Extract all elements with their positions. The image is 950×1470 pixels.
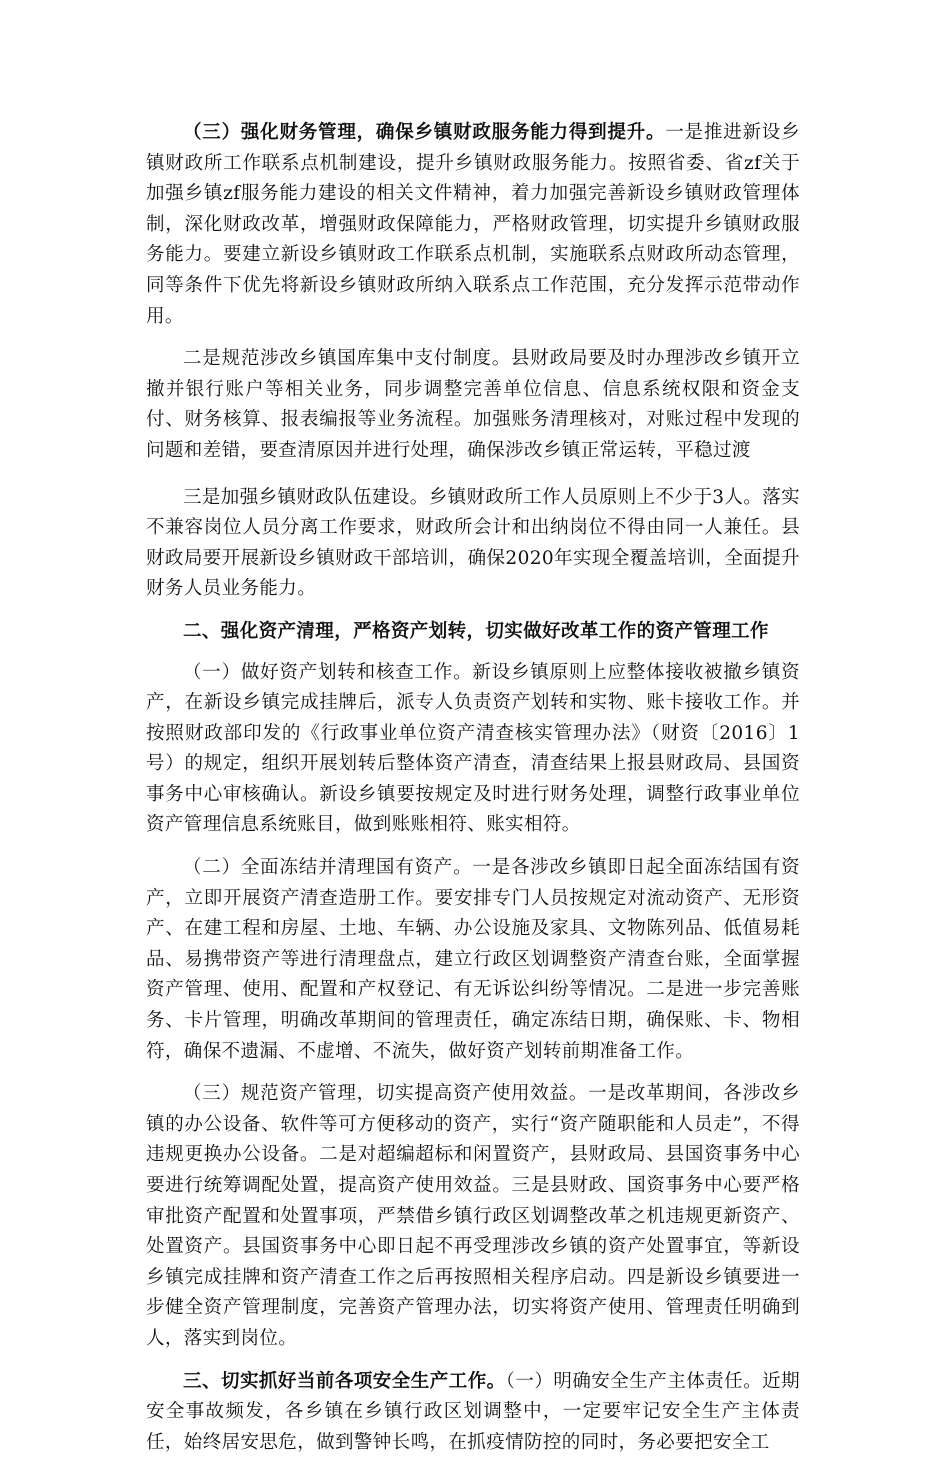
paragraph-text: （一）明确安全生产主体责任。近期安全事故频发，各乡镇在乡镇行政区划调整中，一定要牢记安全生产主体责任，始终居安思危，做到警钟长鸣，在抓疫情防控的同时，务必要把安全工	[146, 1370, 800, 1453]
paragraph-asset-freeze	[146, 853, 800, 1067]
paragraph-text: （二）全面冻结并清理国有资产。一是各涉改乡镇即日起全面冻结国有资产，立即开展资产清查造册工作。要安排专门人员按规定对流动资产、无形资产、在建工程和房屋、土地、车辆、办公设施及家具、文物陈列品、低值易耗品、易携带资产等进行清理盘点，建立行政区划调整资产清查台账，全面掌握资产管理、使用、配置和产权登记、有无诉讼纠纷等情况。二是进一步完善账务、卡片管理，明确改革期间的管理责任，确定冻结日期，确保账、卡、物相符，确保不遗漏、不虚增、不流失，做好资产划转前期准备工作。	[146, 857, 800, 1062]
section-lead: 三、切实抓好当前各项安全生产工作。	[183, 1370, 506, 1392]
paragraph-text: 三是加强乡镇财政队伍建设。乡镇财政所工作人员原则上不少于3人。落实不兼容岗位人员分离工作要求，财政所会计和出纳岗位不得由同一人兼任。县财政局要开展新设乡镇财政干部培训，确保2020年实现全覆盖培训，全面提升财务人员业务能力。	[146, 486, 800, 600]
paragraph-asset-transfer	[146, 658, 800, 842]
paragraph-text: （三）规范资产管理，切实提高资产使用效益。一是改革期间，各涉改乡镇的办公设备、软件等可方便移动的资产，实行“资产随职能和人员走”，不得违规更换办公设备。二是对超编超标和闲置资产，县财政局、县国资事务中心要进行统筹调配处置，提高资产使用效益。三是县财政、国资事务中心要严格审批资产配置和处置事项，严禁借乡镇行政区划调整改革之机违规更新资产、处置资产。县国资事务中心即日起不再受理涉改乡镇的资产处置事宜，等新设乡镇完成挂牌和资产清查工作之后再按照相关程序启动。四是新设乡镇要进一步健全资产管理制度，完善资产管理办法，切实将资产使用、管理责任明确到人，落实到岗位。	[146, 1083, 800, 1349]
section-heading-assets: 二、强化资产清理，严格资产划转，切实做好改革工作的资产管理工作	[183, 620, 769, 642]
paragraph-treasury-payment	[146, 344, 800, 466]
paragraph-asset-management	[146, 1079, 800, 1354]
section-lead: （三）强化财务管理，确保乡镇财政服务能力得到提升。	[183, 122, 666, 143]
document-body	[146, 118, 800, 1470]
paragraph-text: 二是规范涉改乡镇国库集中支付制度。县财政局要及时办理涉改乡镇开立撤并银行账户等相关业务，同步调整完善单位信息、信息系统权限和资金支付、财务核算、报表编报等业务流程。加强账务清理核对，对账过程中发现的问题和差错，要查清原因并进行处理，确保涉改乡镇正常运转，平稳过渡	[146, 348, 800, 461]
paragraph-safety-production	[146, 1367, 800, 1459]
paragraph-financial-management	[146, 118, 800, 332]
paragraph-team-building	[146, 483, 800, 605]
paragraph-text: （一）做好资产划转和核查工作。新设乡镇原则上应整体接收被撤乡镇资产，在新设乡镇完成挂牌后，派专人负责资产划转和实物、账卡接收工作。并按照财政部印发的《行政事业单位资产清查核实管理办法》（财资〔2016〕1号）的规定，组织开展划转后整体资产清查，清查结果上报县财政局、县国资事务中心审核确认。新设乡镇要按规定及时进行财务处理，调整行政事业单位资产管理信息系统账目，做到账账相符、账实相符。	[146, 661, 800, 836]
paragraph-text: 一是推进新设乡镇财政所工作联系点机制建设，提升乡镇财政服务能力。按照省委、省zf关于加强乡镇zf服务能力建设的相关文件精神，着力加强完善新设乡镇财政管理体制，深化财政改革，增强财政保障能力，严格财政管理，切实提升乡镇财政服务能力。要建立新设乡镇财政工作联系点机制，实施联系点财政所动态管理，同等条件下优先将新设乡镇财政所纳入联系点工作范围，充分发挥示范带动作用。	[146, 122, 800, 327]
